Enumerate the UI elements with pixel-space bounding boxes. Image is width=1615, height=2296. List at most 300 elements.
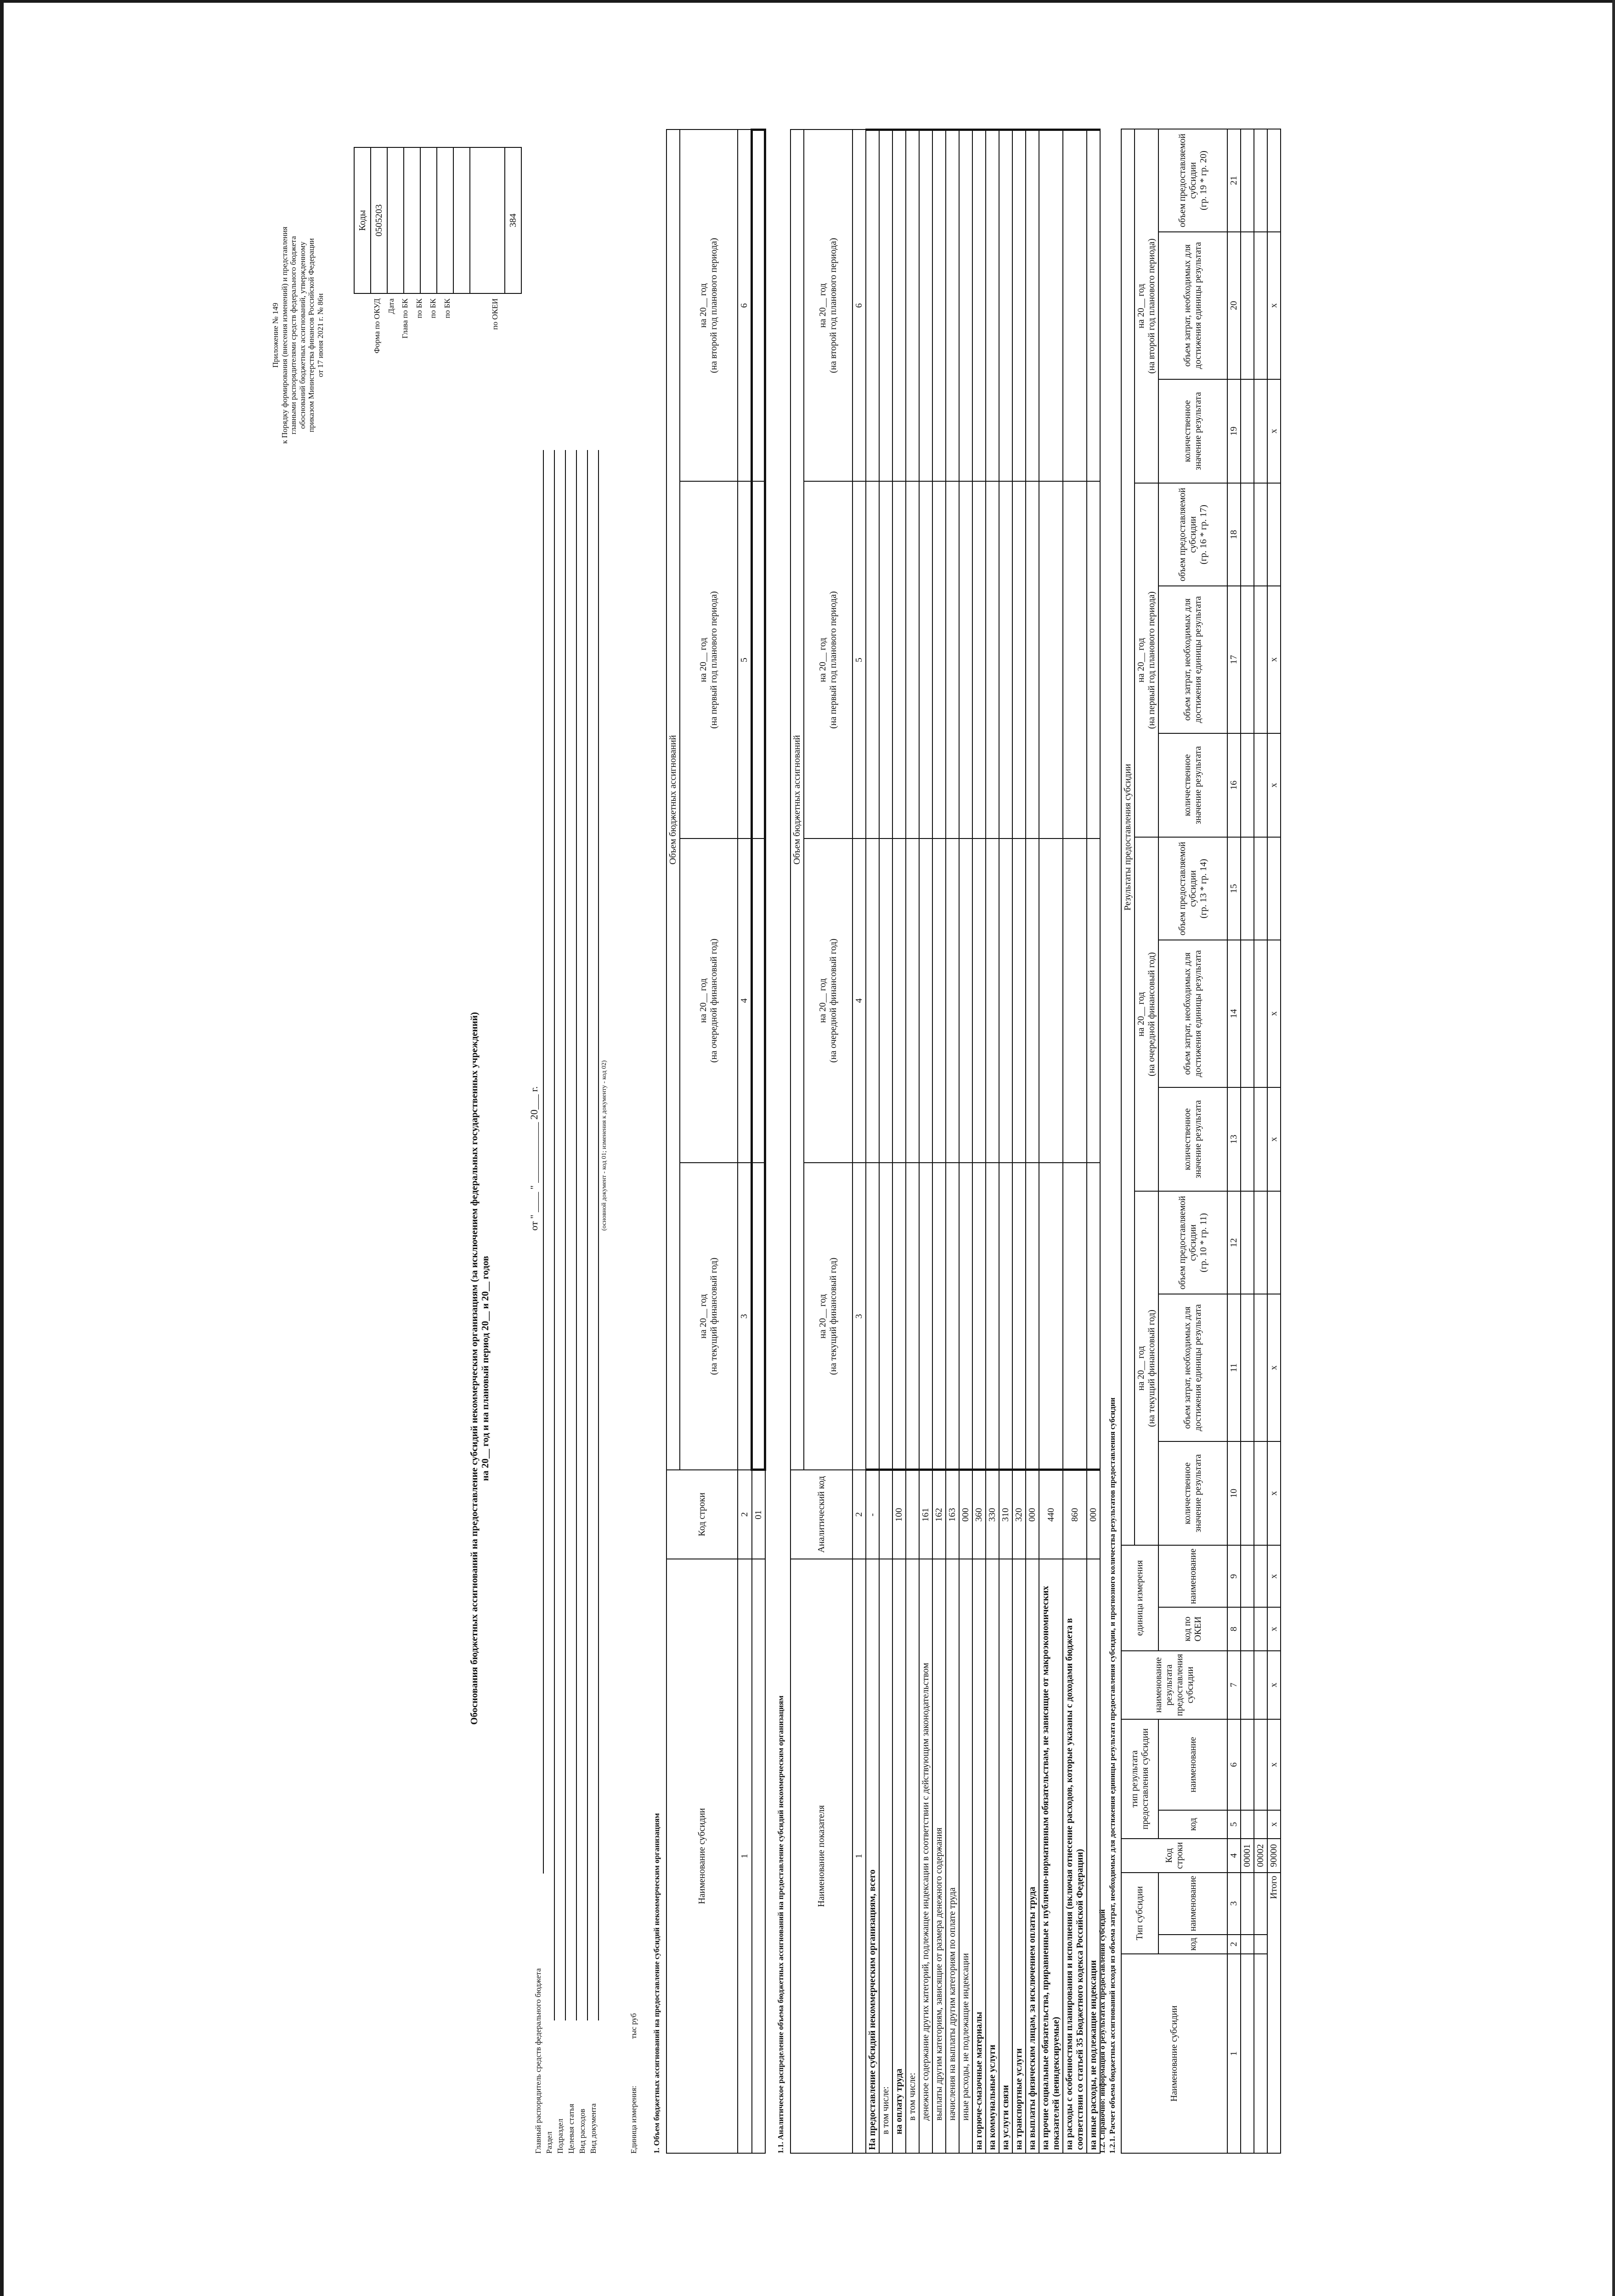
col-num: 17 <box>1227 586 1241 733</box>
indicator-row <box>946 130 959 2154</box>
appendix-line: обоснований бюджетных ассигнований, утвержденному <box>298 242 307 429</box>
value-cell[interactable] <box>1026 481 1039 838</box>
col-num: 1 <box>853 1559 866 2153</box>
field-line[interactable] <box>554 450 555 2020</box>
value-cell[interactable] <box>986 481 999 838</box>
x-mark: x <box>1267 1087 1281 1192</box>
indicator-name: на прочие социальные обязательства, приравненные к публично-нормативным обязательствам, не зависящие от макроэкономических показателей (неиндексируемые) <box>1039 1559 1063 2153</box>
okei-label: по ОКЕИ <box>491 298 499 330</box>
col-num: 20 <box>1227 232 1241 379</box>
value-cell[interactable] <box>1012 130 1026 482</box>
x-mark: x <box>1267 1545 1281 1607</box>
total-cell[interactable] <box>1267 1191 1281 1294</box>
result-cell[interactable] <box>1241 940 1254 1087</box>
col-num: 1 <box>1227 1954 1241 2153</box>
analytic-code: 330 <box>986 1470 999 1559</box>
col-year-current: на 20__ год (на текущий финансовый год) <box>680 1163 738 1470</box>
value-cell[interactable] <box>752 130 765 482</box>
section12-col-numbers <box>1227 129 1241 2153</box>
blank-label <box>454 298 488 450</box>
value-cell[interactable] <box>946 838 959 1163</box>
indicator-name: на оплату труда <box>892 1559 906 2153</box>
result-cell[interactable] <box>1241 1607 1254 1651</box>
value-cell[interactable] <box>892 481 906 838</box>
value-cell[interactable] <box>892 838 906 1163</box>
col-subsidy-volume: объем предоставляемой субсидии (гр. 19 * гр. 20) <box>1158 129 1227 232</box>
field-gr-budget: Главный распорядитель средств федерального бюджета <box>534 1968 542 2154</box>
bk-value[interactable] <box>420 147 437 293</box>
col-unit: единица измерения <box>1121 1545 1158 1650</box>
indicator-row <box>999 130 1012 2154</box>
year-plan2: на 20__ год (на второй год планового периода) <box>1135 129 1158 483</box>
section11-title: 1.1. Аналитическое распределение объема бюджетных ассигнований на предоставление субсидий некоммерческим организациям <box>776 1695 785 2154</box>
indicator-row <box>959 130 972 2154</box>
value-cell[interactable] <box>879 481 892 838</box>
indicator-row <box>866 130 879 2154</box>
result-cell[interactable] <box>1254 1873 1267 1935</box>
appendix-line: к Порядку формирования (внесения изменений) и представления <box>280 226 289 444</box>
col-num: 6 <box>853 130 866 482</box>
field-line[interactable] <box>565 450 566 2020</box>
col-num: 16 <box>1227 733 1241 838</box>
total-cell[interactable] <box>1267 837 1281 940</box>
result-cell[interactable] <box>1254 586 1267 733</box>
col-num: 21 <box>1227 129 1241 232</box>
value-cell[interactable] <box>1063 481 1087 838</box>
value-cell[interactable] <box>919 1163 932 1470</box>
bk-label: по БК <box>429 298 437 318</box>
value-cell[interactable] <box>972 130 986 482</box>
analytic-code: 000 <box>1087 1470 1100 1559</box>
bk-value[interactable] <box>453 147 470 293</box>
col-num: 5 <box>738 481 752 838</box>
value-cell[interactable] <box>906 130 919 482</box>
value-cell[interactable] <box>932 130 946 482</box>
value-cell[interactable] <box>919 838 932 1163</box>
x-mark: x <box>1267 379 1281 484</box>
result-cell[interactable] <box>1241 1954 1254 2153</box>
appendix-number: Приложение № 149 <box>271 303 280 368</box>
indicator-row <box>879 130 892 2154</box>
col-year-plan2: на 20__ год (на второй год планового периода) <box>804 130 853 482</box>
value-cell[interactable] <box>972 481 986 838</box>
result-cell[interactable] <box>1254 129 1267 232</box>
col-num: 19 <box>1227 379 1241 484</box>
indicator-name: иные расходы, не подлежащие индексации <box>959 1559 972 2153</box>
col-num: 10 <box>1227 1441 1241 1546</box>
col-num: 3 <box>738 1163 752 1470</box>
scan-edge <box>1612 0 1615 2296</box>
indicator-name: на услуги связи <box>999 1559 1012 2153</box>
col-year-plan1: на 20__ год (на первый год планового периода) <box>804 481 853 838</box>
result-cell[interactable] <box>1241 1441 1254 1546</box>
col-volume: Объем бюджетных ассигнований <box>666 130 680 1470</box>
analytic-code: 860 <box>1063 1470 1087 1559</box>
col-subsidy-volume: объем предоставляемой субсидии (гр. 10 * гр. 11) <box>1158 1191 1227 1294</box>
indicator-name: начисления на выплаты другим категориям по оплате труда <box>946 1559 959 2153</box>
section1-table <box>666 129 766 2154</box>
bk-label: по БК <box>442 298 452 318</box>
total-code: 90000 <box>1267 1839 1281 1873</box>
indicator-row <box>906 130 919 2154</box>
section12-title: 1.2. Справочно: информация о результатах предоставления субсидий <box>1098 1909 1107 2154</box>
x-mark: x <box>1267 232 1281 379</box>
col-result-qty: количественное значение результата <box>1158 733 1227 838</box>
value-cell[interactable] <box>1039 130 1063 482</box>
result-cell[interactable] <box>1254 1810 1267 1839</box>
result-cell[interactable] <box>1241 1935 1254 1954</box>
title-line-2: на 20__ год и на плановый период 20__ и 20__ годов <box>480 1255 491 1481</box>
col-num: 6 <box>1227 1719 1241 1810</box>
indicator-row <box>919 130 932 2154</box>
result-cell[interactable] <box>1254 1087 1267 1192</box>
row-code-cell: 00001 <box>1241 1839 1254 1873</box>
result-cell[interactable] <box>1241 1087 1254 1192</box>
value-cell[interactable] <box>1087 130 1100 482</box>
result-cell[interactable] <box>1241 1191 1254 1294</box>
col-year-plan1: на 20__ год (на первый год планового периода) <box>680 481 738 838</box>
col-year-next: на 20__ год (на очередной финансовый год) <box>680 838 738 1163</box>
field-section: Раздел <box>545 2131 553 2154</box>
col-cost-per-unit: объем затрат, необходимых для достижения единицы результата <box>1158 232 1227 379</box>
result-cell[interactable] <box>1254 940 1267 1087</box>
value-cell[interactable] <box>866 1163 879 1470</box>
indicator-name: на расходы с особенностями планирования и исполнения (включая отнесение расходов, которые указаны с доходами бюджета в соответствии со статьей 35 Бюджетного кодекса Российской Федерации) <box>1063 1559 1087 2153</box>
date-line[interactable]: от " ____ " ____________ 20___ г. <box>528 1086 540 1231</box>
result-cell[interactable] <box>1254 1191 1267 1294</box>
total-label: Итого <box>1267 1873 1281 2153</box>
value-cell[interactable] <box>1063 1163 1087 1470</box>
value-cell[interactable] <box>972 1163 986 1470</box>
col-year-current: на 20__ год (на текущий финансовый год) <box>804 1163 853 1470</box>
result-cell[interactable] <box>1254 379 1267 484</box>
subsidy-name-cell[interactable] <box>752 1559 765 2153</box>
value-cell[interactable] <box>986 1163 999 1470</box>
col-year-next: на 20__ год (на очередной финансовый год) <box>804 838 853 1163</box>
value-cell[interactable] <box>1026 1163 1039 1470</box>
col-num: 5 <box>1227 1810 1241 1839</box>
x-mark: x <box>1267 1294 1281 1441</box>
col-rt-name: наименование <box>1158 1719 1227 1810</box>
col-num: 9 <box>1227 1545 1241 1607</box>
row-code-cell: 00002 <box>1254 1839 1267 1873</box>
value-cell[interactable] <box>866 481 879 838</box>
total-row <box>1267 129 1281 2153</box>
title-line-1: Обоснования бюджетных ассигнований на предоставление субсидий некоммерческим организациям (за исключением федеральных государственных учреждений) <box>469 1012 480 1725</box>
indicator-name: на горюче-смазочные материалы <box>972 1559 986 2153</box>
codes-labels <box>370 298 503 450</box>
value-cell[interactable] <box>959 130 972 482</box>
appendix-header <box>271 129 325 542</box>
col-result-name: наименование результата предоставления субсидии <box>1121 1651 1227 1719</box>
value-cell[interactable] <box>752 838 765 1163</box>
result-cell[interactable] <box>1254 1954 1267 2153</box>
col-subsidy-name: Наименование субсидии <box>1121 1954 1227 2153</box>
chapter-label: Глава по БК <box>401 298 409 339</box>
x-mark: x <box>1267 1810 1281 1839</box>
value-cell[interactable] <box>932 838 946 1163</box>
okud-value: 0505203 <box>371 147 387 293</box>
col-num: 2 <box>738 1470 752 1559</box>
indicator-name: выплаты другим категориям, зависящие от размера денежного содержания <box>932 1559 946 2153</box>
col-result-qty: количественное значение результата <box>1158 1087 1227 1192</box>
value-cell[interactable] <box>892 130 906 482</box>
value-cell[interactable] <box>946 130 959 482</box>
date-label: Дата <box>386 298 395 314</box>
value-cell[interactable] <box>1087 838 1100 1163</box>
analytic-code <box>879 1470 892 1559</box>
col-type-name: наименование <box>1158 1873 1227 1935</box>
result-cell[interactable] <box>1254 837 1267 940</box>
result-cell[interactable] <box>1254 1719 1267 1810</box>
col-rt-code: код <box>1158 1810 1227 1839</box>
result-cell[interactable] <box>1254 1294 1267 1441</box>
analytic-code: 163 <box>946 1470 959 1559</box>
scan-edge <box>0 0 1615 3</box>
col-num: 18 <box>1227 483 1241 586</box>
result-row <box>1241 129 1254 2153</box>
value-cell[interactable] <box>892 1163 906 1470</box>
result-cell[interactable] <box>1241 1873 1254 1935</box>
result-cell[interactable] <box>1241 1719 1254 1810</box>
unit-value: тыс руб <box>629 2013 638 2039</box>
result-cell[interactable] <box>1254 1935 1267 1954</box>
col-result-qty: количественное значение результата <box>1158 1441 1227 1546</box>
field-subsection: Подраздел <box>556 2118 565 2154</box>
section11-table <box>790 129 1101 2154</box>
value-cell[interactable] <box>972 838 986 1163</box>
value-cell[interactable] <box>959 481 972 838</box>
field-line[interactable] <box>587 450 588 2020</box>
indicator-name: на выплаты физическим лицам, за исключением оплаты труда <box>1026 1559 1039 2153</box>
x-mark: x <box>1267 1651 1281 1719</box>
x-mark: x <box>1267 586 1281 733</box>
col-year-plan2: на 20__ год (на второй год планового периода) <box>680 130 738 482</box>
value-cell[interactable] <box>1012 481 1026 838</box>
result-cell[interactable] <box>1241 379 1254 484</box>
col-num: 4 <box>853 838 866 1163</box>
col-type-code: код <box>1158 1935 1227 1954</box>
field-line[interactable] <box>543 450 544 1874</box>
col-num: 5 <box>853 481 866 838</box>
value-cell[interactable] <box>866 130 879 482</box>
field-expense-type: Вид расходов <box>578 2109 587 2154</box>
analytic-code: 310 <box>999 1470 1012 1559</box>
analytic-code: 000 <box>959 1470 972 1559</box>
indicator-row <box>1063 130 1087 2154</box>
unit-label: Единица измерения: <box>629 2086 638 2154</box>
rotated-form <box>257 83 1360 2241</box>
col-row-code: Код строки <box>1121 1839 1227 1873</box>
value-cell[interactable] <box>932 481 946 838</box>
col-num: 4 <box>738 838 752 1163</box>
col-result-qty: количественное значение результата <box>1158 379 1227 484</box>
year-next: на 20__ год (на очередной финансовый год) <box>1135 837 1158 1191</box>
value-cell[interactable] <box>999 481 1012 838</box>
col-subsidy-type: Тип субсидии <box>1121 1873 1158 1954</box>
results-header: Результаты предоставления субсидии <box>1121 129 1135 1545</box>
x-mark: x <box>1267 1607 1281 1651</box>
scan-edge <box>0 0 4 2296</box>
value-cell[interactable] <box>1026 838 1039 1163</box>
result-cell[interactable] <box>1241 1651 1254 1719</box>
col-num: 14 <box>1227 940 1241 1087</box>
value-cell[interactable] <box>959 1163 972 1470</box>
field-line[interactable] <box>598 450 599 2020</box>
okud-label: Форма по ОКУД <box>373 298 381 354</box>
col-unit-code: код по ОКЕИ <box>1158 1607 1227 1651</box>
result-cell[interactable] <box>1254 232 1267 379</box>
col-num: 15 <box>1227 837 1241 940</box>
indicator-name: денежное содержание других категорий, подлежащее индексации в соответствии с действующим законодательством <box>919 1559 932 2153</box>
col-num: 6 <box>738 130 752 482</box>
value-cell[interactable] <box>999 1163 1012 1470</box>
col-analytic-code: Аналитический код <box>791 1470 853 1559</box>
value-cell[interactable] <box>752 481 765 838</box>
col-num: 2 <box>1227 1935 1241 1954</box>
analytic-code: 000 <box>1026 1470 1039 1559</box>
value-cell[interactable] <box>919 481 932 838</box>
indicator-row <box>892 130 906 2154</box>
indicator-row <box>932 130 946 2154</box>
col-num: 11 <box>1227 1294 1241 1441</box>
value-cell[interactable] <box>946 481 959 838</box>
doc-type-note: (основной документ - код 01; изменения к документу - код 02) <box>601 1060 608 1231</box>
result-cell[interactable] <box>1241 1810 1254 1839</box>
section12-subtitle: 1.2.1. Расчет объема бюджетных ассигнований исходя из объема затрат, необходимых для достижения единицы результата предоставления субсидии, и прогнозного количества результатов предоставления субсидии <box>1108 1397 1117 2154</box>
value-cell[interactable] <box>959 838 972 1163</box>
result-cell[interactable] <box>1254 1651 1267 1719</box>
value-cell[interactable] <box>1039 838 1063 1163</box>
field-line[interactable] <box>576 450 577 2020</box>
col-num: 3 <box>853 1163 866 1470</box>
col-num: 2 <box>853 1470 866 1559</box>
year-current: на 20__ год (на текущий финансовый год) <box>1135 1191 1158 1545</box>
value-cell[interactable] <box>1012 838 1026 1163</box>
value-cell[interactable] <box>1026 130 1039 482</box>
analytic-code <box>906 1470 919 1559</box>
value-cell[interactable] <box>999 838 1012 1163</box>
value-cell[interactable] <box>986 838 999 1163</box>
value-cell[interactable] <box>1012 1163 1026 1470</box>
row-code-cell: 01 <box>752 1470 765 1559</box>
indicator-row <box>986 130 999 2154</box>
x-mark: x <box>1267 1441 1281 1546</box>
result-cell[interactable] <box>1241 1294 1254 1441</box>
value-cell[interactable] <box>1087 481 1100 838</box>
section12-rows <box>1241 129 1281 2153</box>
result-cell[interactable] <box>1241 483 1254 586</box>
value-cell[interactable] <box>879 130 892 482</box>
col-indicator-name: Наименование показателя <box>791 1559 853 2153</box>
col-subsidy-volume: объем предоставляемой субсидии (гр. 16 * гр. 17) <box>1158 483 1227 586</box>
date-value[interactable] <box>387 147 404 293</box>
col-unit-name: наименование <box>1158 1545 1227 1607</box>
result-cell[interactable] <box>1241 129 1254 232</box>
col-row-code: Код строки <box>666 1470 738 1559</box>
value-cell[interactable] <box>932 1163 946 1470</box>
value-cell[interactable] <box>999 130 1012 482</box>
value-cell[interactable] <box>906 481 919 838</box>
x-mark: x <box>1267 1719 1281 1810</box>
indicator-name: на иные расходы, не подлежащие индексации <box>1087 1559 1100 2153</box>
col-num: 12 <box>1227 1191 1241 1294</box>
indicator-name: на транспортные услуги <box>1012 1559 1026 2153</box>
analytic-code: 162 <box>932 1470 946 1559</box>
value-cell[interactable] <box>1087 1163 1100 1470</box>
analytic-code: 360 <box>972 1470 986 1559</box>
value-cell[interactable] <box>879 838 892 1163</box>
indicator-row <box>1039 130 1063 2154</box>
result-cell[interactable] <box>1254 483 1267 586</box>
value-cell[interactable] <box>1063 130 1087 482</box>
appendix-line: от 17 июня 2021 г. № 86н <box>316 293 325 377</box>
x-mark: x <box>1267 733 1281 838</box>
value-cell[interactable] <box>919 130 932 482</box>
col-num: 13 <box>1227 1087 1241 1192</box>
result-cell[interactable] <box>1241 837 1254 940</box>
blank-value <box>470 147 505 293</box>
result-row <box>1254 129 1267 2153</box>
bk-label: по БК <box>414 298 424 318</box>
bk-value[interactable] <box>437 147 453 293</box>
indicator-name: на коммунальные услуги <box>986 1559 999 2153</box>
value-cell[interactable] <box>1039 481 1063 838</box>
col-subsidy-volume: объем предоставляемой субсидии (гр. 13 * гр. 14) <box>1158 837 1227 940</box>
analytic-code: 100 <box>892 1470 906 1559</box>
total-cell[interactable] <box>1267 129 1281 232</box>
value-cell[interactable] <box>1039 1163 1063 1470</box>
x-mark: x <box>1267 940 1281 1087</box>
chapter-value[interactable] <box>404 147 420 293</box>
col-cost-per-unit: объем затрат, необходимых для достижения единицы результата <box>1158 940 1227 1087</box>
value-cell[interactable] <box>906 838 919 1163</box>
result-cell[interactable] <box>1241 733 1254 838</box>
col-cost-per-unit: объем затрат, необходимых для достижения единицы результата <box>1158 1294 1227 1441</box>
result-cell[interactable] <box>1254 1441 1267 1546</box>
value-cell[interactable] <box>946 1163 959 1470</box>
result-cell[interactable] <box>1254 1607 1267 1651</box>
okei-value: 384 <box>505 147 521 293</box>
analytic-code: 440 <box>1039 1470 1063 1559</box>
section12-table <box>1121 129 1281 2154</box>
value-cell[interactable] <box>752 1163 765 1470</box>
result-cell[interactable] <box>1241 232 1254 379</box>
total-cell[interactable] <box>1267 483 1281 586</box>
result-cell[interactable] <box>1254 1545 1267 1607</box>
value-cell[interactable] <box>906 1163 919 1470</box>
col-subsidy-name: Наименование субсидии <box>666 1559 738 2153</box>
analytic-code: - <box>866 1470 879 1559</box>
result-cell[interactable] <box>1241 586 1254 733</box>
indicator-name: в том числе: <box>879 1559 892 2153</box>
codes-table <box>354 147 522 294</box>
document-title <box>469 588 491 2149</box>
section1-title: 1. Объем бюджетных ассигнований на предоставление субсидий некоммерческим организациям <box>652 1813 661 2154</box>
appendix-line: главными распорядителями средств федерального бюджета <box>289 236 298 434</box>
indicator-row <box>1012 130 1026 2154</box>
value-cell[interactable] <box>986 130 999 482</box>
value-cell[interactable] <box>866 838 879 1163</box>
indicator-row <box>1087 130 1100 2154</box>
indicator-name: На предоставление субсидий некоммерческим организациям, всего <box>866 1559 879 2153</box>
value-cell[interactable] <box>1063 838 1087 1163</box>
result-cell[interactable] <box>1241 1545 1254 1607</box>
col-result-type: тип результата предоставления субсидии <box>1121 1719 1158 1839</box>
value-cell[interactable] <box>879 1163 892 1470</box>
col-num: 7 <box>1227 1651 1241 1719</box>
result-cell[interactable] <box>1254 733 1267 838</box>
